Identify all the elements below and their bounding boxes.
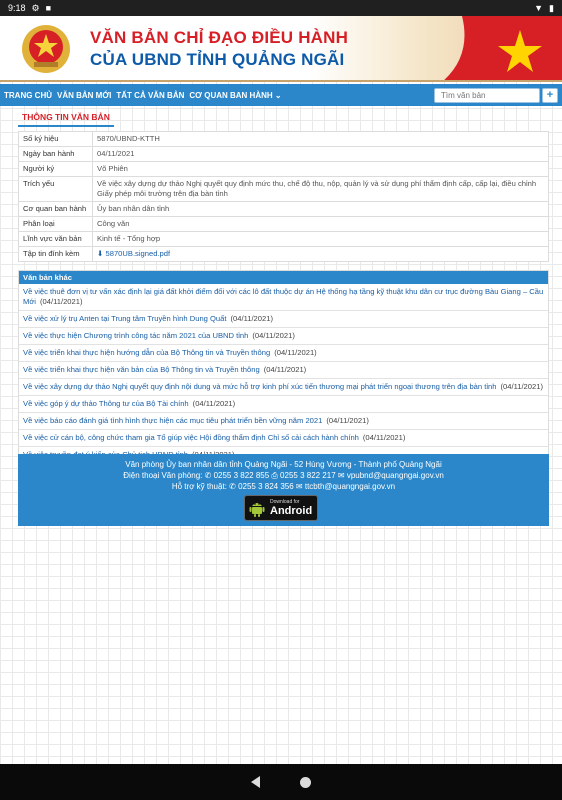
other-docs-heading: Văn bản khác <box>19 271 548 284</box>
notification-icon: ■ <box>45 2 52 13</box>
list-item <box>19 345 548 362</box>
status-bar <box>0 0 562 16</box>
row-value: Công văn <box>93 217 549 232</box>
email-icon: ✉ <box>337 471 345 480</box>
nav-new-docs[interactable]: VĂN BẢN MỚI <box>57 90 112 100</box>
doc-link[interactable]: Về việc báo cáo đánh giá tình hình thực hiện các mục tiêu phát triển bền vững năm 2021 <box>23 416 323 425</box>
phone-icon: ✆ <box>204 471 212 480</box>
fax-icon: ⎙ <box>271 471 278 480</box>
doc-date: (04/11/2021) <box>362 433 406 442</box>
doc-date: (04/11/2021) <box>230 314 273 323</box>
national-emblem-icon <box>20 22 72 76</box>
site-banner <box>0 16 562 82</box>
row-value: Về việc xây dựng dự thảo Nghị quyết quy định mức thu, chế độ thu, nộp, quản lý và sử dụng phí thẩm định cấp, cấp lại, điều chỉnh Giấy phép môi trường trên địa bàn tỉnh <box>93 177 549 202</box>
doc-link[interactable]: Về việc triển khai thực hiện văn bản của Bộ Thông tin và Truyền thông <box>23 365 260 374</box>
table-row <box>19 202 549 217</box>
list-item <box>19 328 548 345</box>
row-label: Lĩnh vực văn bản <box>19 232 93 247</box>
list-item <box>19 396 548 413</box>
android-badge-big: Android <box>270 505 313 517</box>
footer-phone-label: Điện thoại Văn phòng: <box>123 471 203 480</box>
attachment-cell <box>93 247 549 262</box>
doc-date: (04/11/2021) <box>274 348 317 357</box>
list-item <box>19 379 548 396</box>
nav-issuing-agency[interactable] <box>189 91 281 100</box>
list-item <box>19 362 548 379</box>
clock: 9:18 <box>8 3 26 13</box>
android-icon <box>249 499 265 517</box>
site-footer <box>18 454 549 526</box>
list-item <box>19 413 548 430</box>
main-nav <box>0 84 562 106</box>
doc-link[interactable]: Về việc cử cán bộ, công chức tham gia Tổ giúp việc Hội đồng thẩm định Chỉ số cải cách hành chính <box>23 433 359 442</box>
doc-link[interactable]: Về việc xử lý trụ Anten tại Trung tâm Truyền hình Dung Quất <box>23 314 227 323</box>
phone-icon: ✆ <box>229 482 236 491</box>
battery-icon: ▮ <box>549 2 554 13</box>
list-item <box>19 430 548 447</box>
row-label: Trích yếu <box>19 177 93 202</box>
doc-link[interactable]: Về việc thực hiện Chương trình công tác năm 2021 của UBND tỉnh <box>23 331 249 340</box>
row-label: Cơ quan ban hành <box>19 202 93 217</box>
attachment-link[interactable]: 5870UB.signed.pdf <box>105 249 171 258</box>
table-row <box>19 217 549 232</box>
footer-phone-line <box>18 470 549 481</box>
footer-phone: 0255 3 822 855 <box>213 471 270 480</box>
search-button[interactable]: + <box>542 88 558 103</box>
download-icon: ⬇ <box>97 249 104 258</box>
doc-link[interactable]: Về việc góp ý dự thảo Thông tư của Bộ Tài chính <box>23 399 189 408</box>
list-item <box>19 311 548 328</box>
doc-link[interactable]: Về việc xây dựng dự thảo Nghị quyết quy định nội dung và mức hỗ trợ kinh phí xúc tiến thương mại phát triển ngoại thương trên địa bàn tỉnh <box>23 382 497 391</box>
row-value: Võ Phiên <box>93 162 549 177</box>
doc-date: (04/11/2021) <box>263 365 307 374</box>
nav-all-docs[interactable]: TẤT CẢ VĂN BẢN <box>116 90 185 100</box>
doc-date: (04/11/2021) <box>40 297 83 306</box>
nav-home[interactable]: TRANG CHỦ <box>4 90 52 100</box>
vietnam-flag-icon <box>442 16 562 82</box>
chevron-down-icon: ⌄ <box>274 90 282 100</box>
row-label: Số ký hiệu <box>19 132 93 147</box>
row-label: Người ký <box>19 162 93 177</box>
android-download-button[interactable] <box>244 495 318 521</box>
android-badge-small: Download for <box>270 499 300 505</box>
row-label: Phân loại <box>19 217 93 232</box>
footer-address: Văn phòng Ủy ban nhân dân tỉnh Quảng Ngãi - 52 Hùng Vương - Thành phố Quảng Ngãi <box>125 460 442 469</box>
banner-title-line1: VĂN BẢN CHỈ ĐẠO ĐIỀU HÀNH <box>90 28 349 47</box>
row-label: Ngày ban hành <box>19 147 93 162</box>
home-icon[interactable] <box>300 777 311 788</box>
table-row <box>19 162 549 177</box>
doc-info-title: THÔNG TIN VĂN BẢN <box>18 108 114 127</box>
main-content <box>18 108 549 464</box>
row-value: Ủy ban nhân dân tỉnh <box>93 202 549 217</box>
table-row <box>19 247 549 262</box>
android-badge-text <box>270 499 312 517</box>
banner-title-line2: CỦA UBND TỈNH QUẢNG NGÃI <box>90 50 345 69</box>
doc-link[interactable]: Về việc thuê đơn vị tư vấn xác định lại giá đất khởi điểm đối với các lô đất thuộc dự án Hệ thống hạ tầng kỹ thuật khu dân cư trục đường Bàu Giang – Cầu Mới <box>23 287 544 306</box>
search-input[interactable] <box>434 88 540 103</box>
table-row <box>19 232 549 247</box>
row-value: 5870/UBND-KTTH <box>93 132 549 147</box>
footer-support-label: Hỗ trợ kỹ thuật: <box>171 482 227 491</box>
table-row <box>19 147 549 162</box>
doc-date: (04/11/2021) <box>326 416 369 425</box>
search-box <box>434 88 558 103</box>
footer-support-phone: 0255 3 824 356 <box>238 482 294 491</box>
doc-date: (04/11/2021) <box>192 399 236 408</box>
settings-icon: ⚙ <box>31 2 40 13</box>
wifi-icon: ▼ <box>534 2 544 13</box>
table-row <box>19 177 549 202</box>
footer-support-email[interactable]: ttcbth@quangngai.gov.vn <box>304 482 396 491</box>
table-row <box>19 132 549 147</box>
doc-link[interactable]: Về việc triển khai thực hiện hướng dẫn của Bộ Thông tin và Truyền thông <box>23 348 271 357</box>
row-value: Kinh tế - Tổng hợp <box>93 232 549 247</box>
other-docs-panel <box>18 270 549 464</box>
footer-support-line <box>18 481 549 492</box>
back-icon[interactable] <box>251 776 260 788</box>
footer-fax: 0255 3 822 217 <box>280 471 336 480</box>
system-nav-bar <box>0 764 562 800</box>
nav-issuing-agency-label: CƠ QUAN BAN HÀNH <box>189 90 273 100</box>
doc-date: (04/11/2021) <box>500 382 543 391</box>
row-value: 04/11/2021 <box>93 147 549 162</box>
list-item <box>19 284 548 311</box>
email-icon: ✉ <box>295 482 303 491</box>
row-label: Tập tin đính kèm <box>19 247 93 262</box>
footer-email[interactable]: vpubnd@quangngai.gov.vn <box>346 471 444 480</box>
doc-info-table <box>18 131 549 262</box>
doc-date: (04/11/2021) <box>252 331 295 340</box>
